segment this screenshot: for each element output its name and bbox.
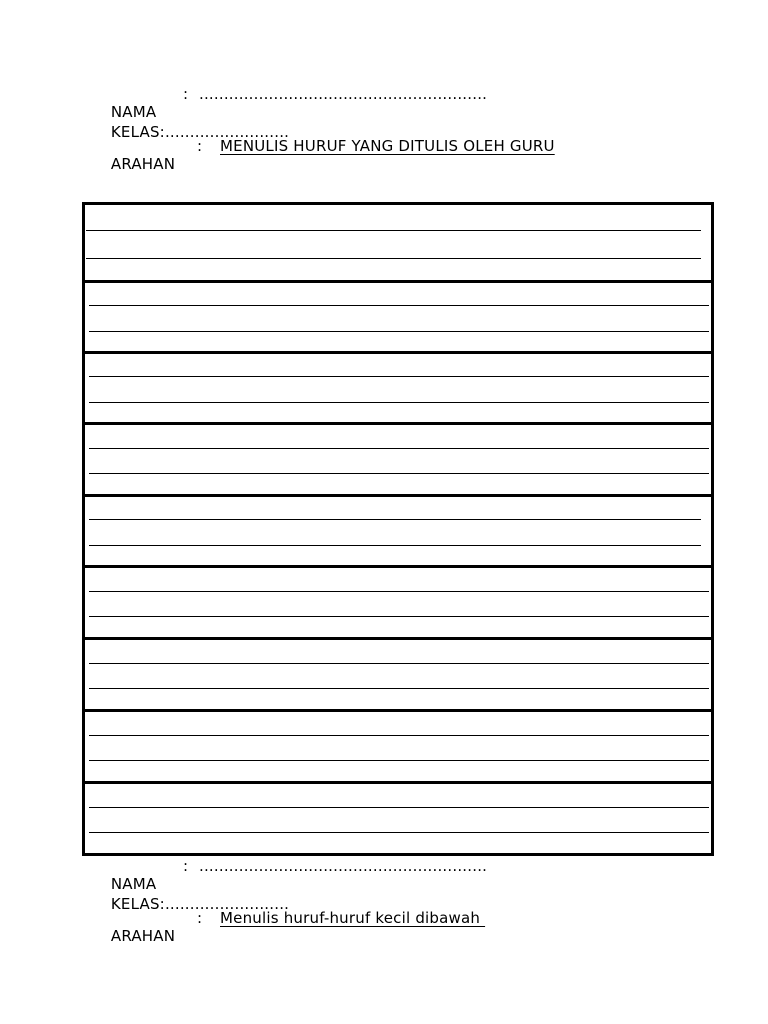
nama-dots-2: .......................................................... xyxy=(199,857,488,875)
arahan-instruction-2: Menulis huruf-huruf kecil dibawah xyxy=(220,909,486,927)
nama-label: NAMA xyxy=(110,103,157,121)
writing-guide-line xyxy=(89,545,701,546)
arahan-row-2 xyxy=(91,909,486,999)
writing-guide-line xyxy=(89,760,709,761)
writing-row xyxy=(85,568,711,640)
nama-dots: .......................................................... xyxy=(199,85,488,103)
writing-row xyxy=(85,784,711,853)
writing-frame xyxy=(82,202,714,856)
nama-colon: : xyxy=(183,85,189,103)
kelas-label-2: KELAS: xyxy=(110,895,165,913)
writing-row xyxy=(85,497,711,568)
writing-guide-line xyxy=(89,616,709,617)
writing-guide-line xyxy=(89,663,709,664)
kelas-dots: ......................... xyxy=(164,123,290,141)
writing-guide-line xyxy=(86,230,701,231)
writing-guide-line xyxy=(89,376,709,377)
writing-row xyxy=(85,354,711,425)
writing-row xyxy=(85,205,711,283)
nama-label-2: NAMA xyxy=(110,875,157,893)
writing-row xyxy=(85,283,711,354)
writing-guide-line xyxy=(89,688,709,689)
writing-guide-line xyxy=(89,519,701,520)
writing-guide-line xyxy=(89,305,709,306)
kelas-dots-2: ......................... xyxy=(164,895,290,913)
writing-guide-line xyxy=(89,591,709,592)
arahan-label-2: ARAHAN xyxy=(110,927,176,945)
writing-guide-line xyxy=(89,832,709,833)
writing-guide-line xyxy=(89,473,709,474)
writing-row xyxy=(85,640,711,712)
writing-guide-line xyxy=(89,448,709,449)
arahan-colon-2: : xyxy=(197,909,203,927)
writing-guide-line xyxy=(86,258,701,259)
writing-guide-line xyxy=(89,807,709,808)
kelas-label: KELAS: xyxy=(110,123,165,141)
arahan-label: ARAHAN xyxy=(110,155,176,173)
nama-colon-2: : xyxy=(183,857,189,875)
writing-guide-line xyxy=(89,735,709,736)
writing-guide-line xyxy=(89,331,709,332)
writing-row xyxy=(85,425,711,497)
arahan-colon: : xyxy=(197,137,203,155)
writing-row xyxy=(85,712,711,784)
arahan-instruction: MENULIS HURUF YANG DITULIS OLEH GURU xyxy=(220,137,555,155)
writing-guide-line xyxy=(89,402,709,403)
